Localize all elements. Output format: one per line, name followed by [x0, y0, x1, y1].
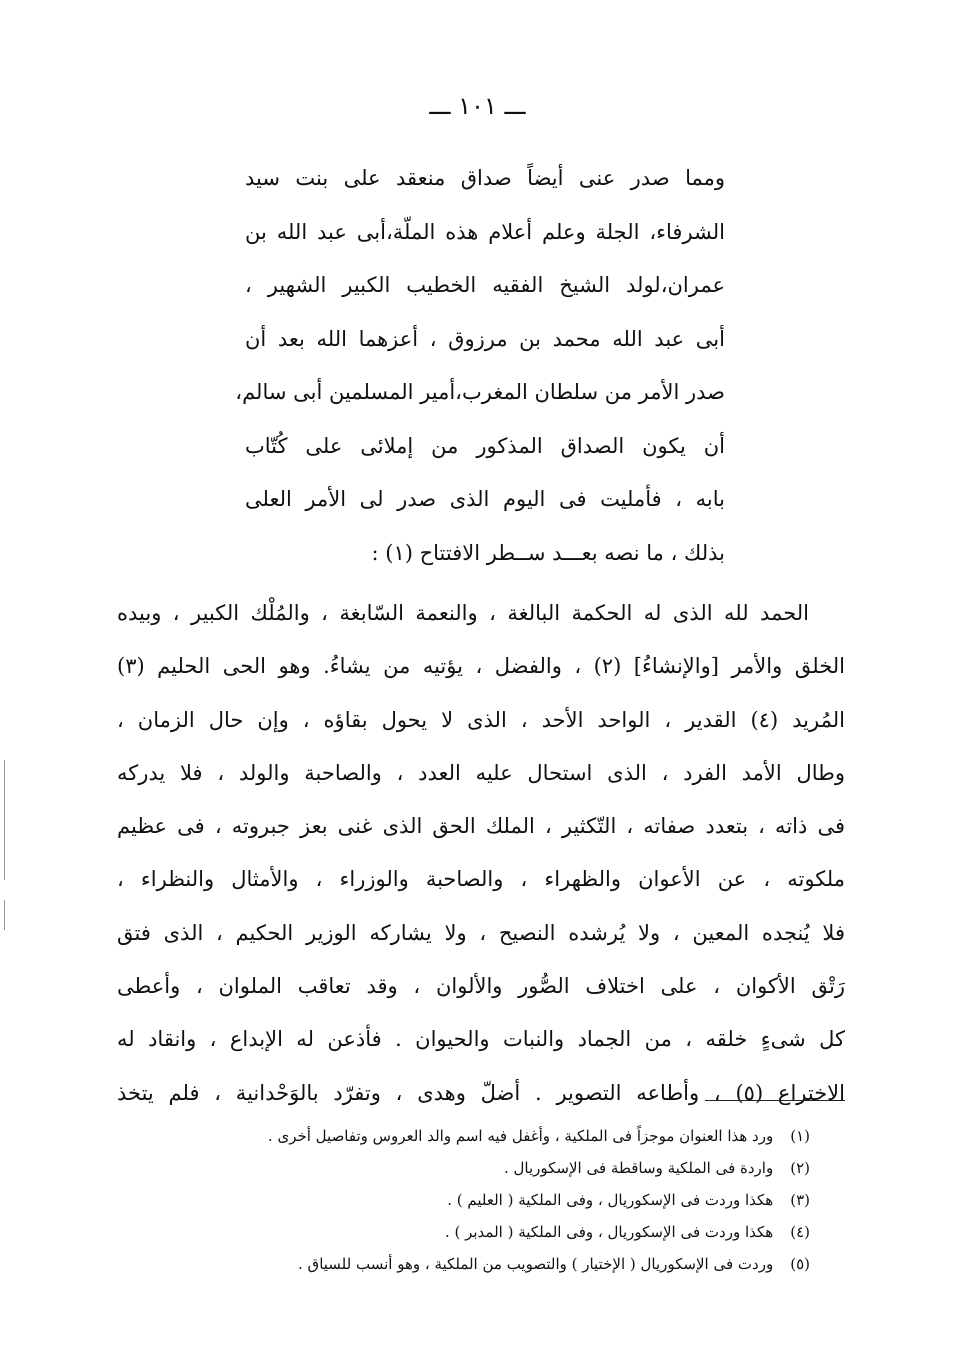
body-line: المُريد (٤) القدير ، الواحد الأحد ، الذى لا يحول بقاؤه ، وإن حال الزمان ، — [117, 707, 845, 732]
body-line: الحمد لله الذى له الحكمة البالغة ، والنعمة السّابغة ، والمُلْك الكبير ، وبيده — [117, 601, 809, 625]
intro-line: عمران،لولد الشيخ الفقيه الخطيب الكبير الشهير ، — [245, 273, 725, 297]
intro-line: ومما صدر عنى أيضاً صداق منعقد على بنت سيد — [245, 166, 725, 190]
footnote-text: هكذا وردت فى الإسكوريال ، وفى الملكية ( المدبر ) . — [444, 1223, 774, 1241]
page-number: ـــ ١٠١ ـــ — [429, 92, 526, 120]
body-line: وطال الأمد الفرد ، الذى استحال عليه العدد ، والصاحبة والولد ، فلا يدركه — [117, 760, 845, 785]
footnote — [160, 1248, 810, 1280]
footnote-number: (٣) — [790, 1191, 810, 1209]
intro-paragraph — [235, 152, 725, 580]
body-line: الاختراع (٥) ، وأطاعه التصوير . أضلّ وهدى ، وتفرّد بالوَحْدانية ، فلم يتخذ — [117, 1080, 845, 1105]
intro-line: بابه ، فأمليت فى اليوم الذى صدر لى الأمر العلى — [245, 487, 725, 511]
footnote-number: (٥) — [790, 1255, 810, 1273]
body-line: فى ذاته ، بتعدد صفاته ، التّكثير ، الملك الحق الذى غنى بعز جبروته ، فى عظيم — [117, 814, 845, 839]
footnote-text: هكذا وردت فى الإسكوريال ، وفى الملكية ( العليم ) . — [447, 1191, 774, 1209]
intro-line: الشرفاء، الجلة وعلم أعلام هذه الملّة،أبى عبد الله بن — [245, 219, 725, 244]
footnotes — [160, 1120, 810, 1280]
scan-margin-mark — [4, 760, 5, 880]
footnote — [160, 1184, 810, 1216]
footnote-number: (٢) — [790, 1159, 810, 1177]
intro-line: أن يكون الصداق المذكور من إملائى على كُتّاب — [245, 433, 725, 458]
footnote-number: (٤) — [790, 1223, 810, 1241]
body-line: كل شىءٍ خلقه ، من الجماد والنبات والحيوان . فأذعن له الإبداع ، وانقاد له — [117, 1027, 845, 1052]
intro-line: صدر الأمر من سلطان المغرب،أمير المسلمين أبى سالم، — [235, 380, 725, 404]
scan-margin-mark — [4, 900, 5, 930]
body-line: الخلق والأمر [والإنشاءُ] (٢) ، والفضل ، يؤتيه من يشاءُ. وهو الحى الحليم (٣) — [117, 654, 845, 679]
footnote-text: واردة فى الملكية وساقطة فى الإسكوريال . — [503, 1159, 774, 1177]
footnote-text: وردت فى الإسكوريال ( الإختيار ) والتصويب من الملكية ، وهو أنسب للسياق . — [298, 1255, 774, 1273]
body-line: فلا يُنجده المعين ، ولا يُرشده النصيح ، ولا يشاركه الوزير الحكيم ، الذى فتق — [117, 920, 845, 945]
body-line: ملكوته ، عن الأعوان والظهراء ، والصاحبة والوزراء ، والأمثال والنظراء ، — [117, 867, 845, 892]
footnote — [160, 1216, 810, 1248]
footnote — [160, 1152, 810, 1184]
body-line: رَتْق الأكوان ، على اختلاف الصُّور والألوان ، وقد تعاقب الملوان ، وأعطى — [117, 974, 845, 999]
footnote-number: (١) — [790, 1127, 810, 1145]
body-paragraph — [117, 587, 845, 1120]
footnote-text: ورد هذا العنوان موجزاً فى الملكية ، وأغفل فيه اسم والد العروس وتفاصيل أخرى . — [267, 1127, 774, 1145]
footnote — [160, 1120, 810, 1152]
intro-line: أبى عبد الله محمد بن مرزوق ، أعزهما الله بعد أن — [245, 326, 725, 351]
intro-line: بذلك ، ما نصه بعـــد ســطر الافتتاح (١) : — [371, 540, 725, 565]
footnote-separator — [705, 1100, 845, 1101]
